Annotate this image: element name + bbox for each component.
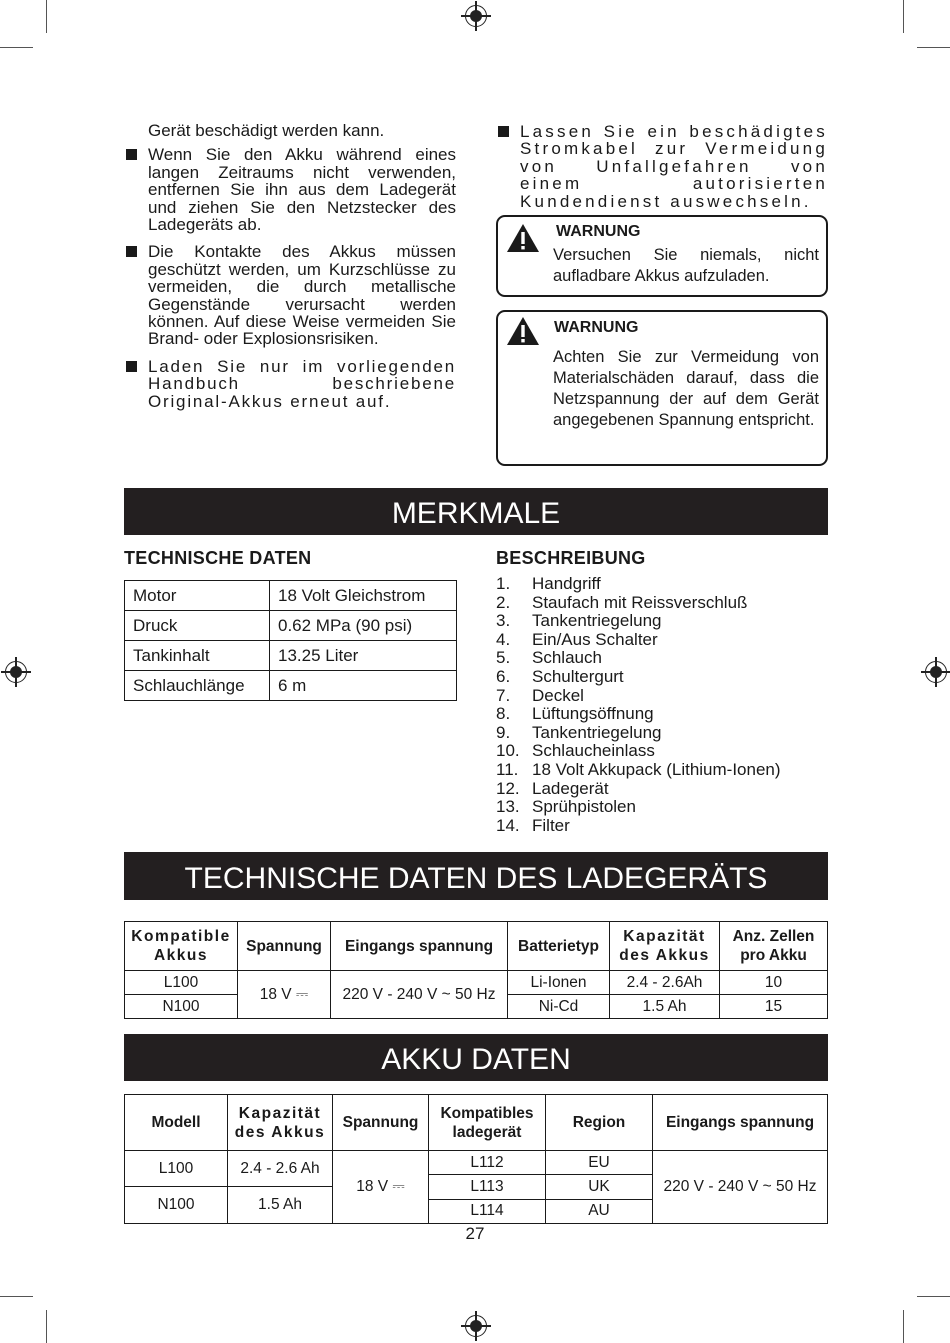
tech-spec-table	[124, 580, 457, 701]
list-item: 11. 18 Volt Akkupack (Lithium-Ionen)	[496, 759, 781, 779]
bullet-square-icon	[126, 246, 137, 257]
header-region: Region	[546, 1095, 653, 1151]
list-item: 10. Schlaucheinlass	[496, 741, 655, 761]
cell-region: UK	[546, 1175, 653, 1199]
cell-charger: L112	[429, 1151, 546, 1175]
cell-charger: L114	[429, 1199, 546, 1223]
cell-voltage: 18 V ⎓	[238, 971, 331, 1019]
spec-value: 0.62 MPa (90 psi)	[270, 611, 457, 641]
charger-banner: TECHNISCHE DATEN DES LADEGERÄTS	[124, 852, 828, 900]
list-item: 14. Filter	[496, 815, 570, 835]
cell-battery-type: Ni-Cd	[508, 995, 610, 1019]
list-item: 6. Schultergurt	[496, 666, 624, 686]
table-header-row	[125, 1095, 828, 1151]
cell-charger: L113	[429, 1175, 546, 1199]
cell-input-voltage: 220 V - 240 V ~ 50 Hz	[653, 1151, 828, 1224]
header-compatible-charger: Kompatibles ladegerät	[429, 1095, 546, 1151]
header-input-voltage: Eingangs spannung	[331, 922, 508, 971]
merkmale-banner: MERKMALE	[124, 488, 828, 535]
crop-mark	[46, 0, 47, 33]
cell-model: N100	[157, 1196, 195, 1213]
table-row	[125, 611, 457, 641]
spec-label: Motor	[125, 581, 270, 611]
cell-battery-type: Li-Ionen	[508, 971, 610, 995]
cell-region: AU	[546, 1199, 653, 1223]
header-input-voltage: Eingangs spannung	[653, 1095, 828, 1151]
list-item: 2. Staufach mit Reissverschluß	[496, 592, 748, 612]
list-item: 12. Ladegerät	[496, 778, 609, 798]
header-model: Modell	[125, 1095, 228, 1151]
bullet-square-icon	[498, 126, 509, 137]
crop-mark	[903, 1310, 904, 1343]
table-row	[125, 641, 457, 671]
description-list	[496, 575, 781, 835]
header-compatible-batteries: Kompatible Akkus	[125, 922, 238, 971]
cell-model: L100	[125, 1151, 227, 1187]
cell-capacity: 1.5 Ah	[610, 995, 720, 1019]
warning-text: Versuchen Sie niemals, nicht aufladbare Akkus aufzuladen.	[553, 246, 819, 285]
header-voltage: Spannung	[238, 922, 331, 971]
capacity-cell-group	[228, 1151, 333, 1224]
registration-mark-icon	[465, 5, 487, 27]
cell-input-voltage: 220 V - 240 V ~ 50 Hz	[331, 971, 508, 1019]
model-cell-group	[125, 1151, 228, 1224]
table-row	[125, 671, 457, 701]
crop-mark	[46, 1310, 47, 1343]
bullet-item: Wenn Sie den Akku während eines langen Zeitraums nicht verwenden, entfernen Sie ihn aus dem Ladegerät und ziehen Sie den Netzstecker des Ladegeräts ab.	[124, 146, 456, 233]
battery-table	[124, 1094, 828, 1224]
header-capacity: Kapazität des Akkus	[610, 922, 720, 971]
description-heading: BESCHREIBUNG	[496, 548, 646, 568]
registration-mark-icon	[465, 1315, 487, 1337]
spec-label: Schlauchlänge	[125, 671, 270, 701]
registration-mark-icon	[5, 661, 27, 683]
spec-value: 6 m	[270, 671, 457, 701]
bullet-square-icon	[126, 149, 137, 160]
header-voltage: Spannung	[333, 1095, 429, 1151]
cell-compatible: L100	[125, 971, 238, 995]
akku-banner: AKKU DATEN	[124, 1034, 828, 1081]
warning-title: WARNUNG	[556, 223, 641, 240]
cell-capacity: 1.5 Ah	[258, 1196, 302, 1213]
bullet-item: Die Kontakte des Akkus müssen geschützt werden, um Kurzschlüsse zu vermeiden, die durch metallische Gegenstände verursacht werden können. Auf diese Weise vermeiden Sie Brand- oder Explosionsrisiken.	[124, 243, 456, 347]
crop-mark	[0, 47, 33, 48]
cell-cells: 10	[720, 971, 828, 995]
cell-region: EU	[546, 1151, 653, 1175]
bullet-square-icon	[126, 361, 137, 372]
bullet-item: Laden Sie nur im vorliegenden Handbuch beschriebene Original-Akkus erneut auf.	[124, 358, 456, 410]
crop-mark	[903, 0, 904, 33]
cell-cells: 15	[720, 995, 828, 1019]
list-item: 4. Ein/Aus Schalter	[496, 629, 658, 649]
cell-capacity: 2.4 - 2.6 Ah	[228, 1151, 332, 1187]
table-header-row	[125, 922, 828, 971]
crop-mark	[917, 1296, 950, 1297]
continued-text: Gerät beschädigt werden kann.	[148, 121, 385, 140]
warning-box	[496, 215, 828, 297]
spec-label: Tankinhalt	[125, 641, 270, 671]
bullet-item: Lassen Sie ein beschädigtes Stromkabel zur Vermeidung von Unfallgefahren von einem autorisierten Kundendienst auswechseln.	[496, 123, 828, 210]
crop-mark	[0, 1296, 33, 1297]
registration-mark-icon	[925, 661, 947, 683]
list-item: 5. Schlauch	[496, 648, 602, 668]
list-item: 1. Handgriff	[496, 574, 601, 593]
right-column	[496, 123, 828, 220]
cell-capacity: 2.4 - 2.6Ah	[610, 971, 720, 995]
crop-mark	[917, 47, 950, 48]
warning-triangle-icon	[506, 223, 540, 253]
header-capacity: Kapazität des Akkus	[228, 1095, 333, 1151]
list-item: 9. Tankentriegelung	[496, 722, 662, 742]
table-row	[125, 1151, 828, 1175]
cell-compatible: N100	[125, 995, 238, 1019]
spec-value: 13.25 Liter	[270, 641, 457, 671]
list-item: 8. Lüftungsöffnung	[496, 704, 654, 724]
charger-table	[124, 921, 828, 1019]
warning-box	[496, 310, 828, 466]
list-item: 13. Sprühpistolen	[496, 797, 636, 817]
page-number: 27	[465, 1224, 485, 1243]
warning-triangle-icon	[506, 316, 540, 346]
warning-text: Achten Sie zur Vermeidung von Materialschäden darauf, dass die Netzspannung der auf dem Gerät angegebenen Spannung entspricht.	[553, 348, 819, 429]
left-column	[124, 122, 456, 420]
list-item: 3. Tankentriegelung	[496, 611, 662, 631]
tech-data-heading: TECHNISCHE DATEN	[124, 548, 312, 568]
list-item: 7. Deckel	[496, 685, 584, 705]
warning-title: WARNUNG	[554, 319, 639, 336]
header-battery-type: Batterietyp	[508, 922, 610, 971]
spec-label: Druck	[125, 611, 270, 641]
cell-voltage: 18 V ⎓	[333, 1151, 429, 1224]
table-row	[125, 971, 828, 995]
table-row	[125, 581, 457, 611]
header-cells: Anz. Zellen pro Akku	[720, 922, 828, 971]
spec-value: 18 Volt Gleichstrom	[270, 581, 457, 611]
